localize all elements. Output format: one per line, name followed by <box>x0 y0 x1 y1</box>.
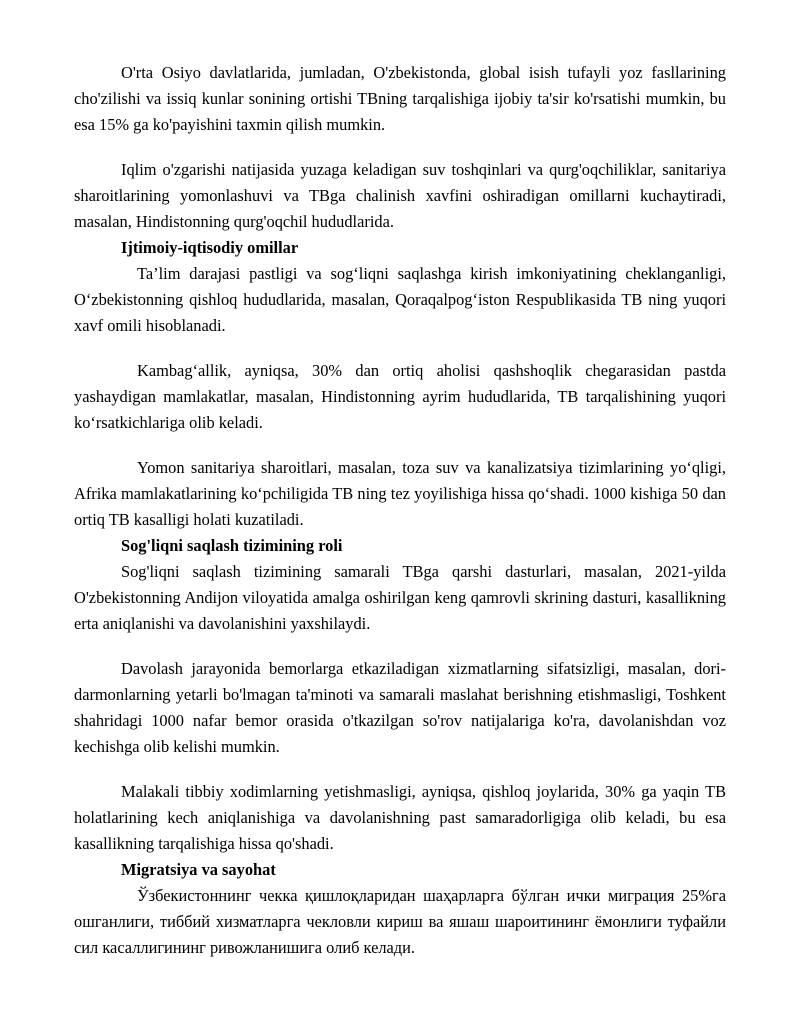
paragraph-migration: Ўзбекистоннинг чекка қишлоқларидан шаҳарларга бўлган ички миграция 25%га ошганлиги, тиббий хизматларга чекловли кириш ва яшаш шароитининг ёмонлиги туфайли сил касаллигининг ривожланишига олиб келади. <box>74 886 726 957</box>
paragraph-staff-shortage: Malakali tibbiy xodimlarning yetishmasligi, ayniqsa, qishloq joylarida, 30% ga yaqin TB holatlarining kech aniqlanishiga va davolanishning past samaradorligiga olib keladi, bu esa kasallikning tarqalishiga hissa qo'shadi. <box>74 782 726 853</box>
paragraph-poverty: Kambag‘allik, ayniqsa, 30% dan ortiq aholisi qashshoqlik chegarasidan pastda yashaydigan mamlakatlar, masalan, Hindistonning ayrim hududlarida, TB tarqalishining yuqori ko‘rsatkichlariga olib keladi. <box>74 361 726 432</box>
paragraph-climate-warming: O'rta Osiyo davlatlarida, jumladan, O'zbekistonda, global isish tufayli yoz fasllarining cho'zilishi va issiq kunlar sonining ortishi TBning tarqalishiga ijobiy ta'sir ko'rsatishi mumkin, bu esa 15% ga ko'payishini taxmin qilish mumkin. <box>74 63 726 134</box>
paragraph-climate-floods: Iqlim o'zgarishi natijasida yuzaga keladigan suv toshqinlari va qurg'oqchiliklar, sanitariya sharoitlarining yomonlashuvi va TBga chalinish xavfini oshiradigan omillarni kuchaytiradi, masalan, Hindistonning qurg'oqchil hududlarida. <box>74 160 726 231</box>
paragraph-education: Ta’lim darajasi pastligi va sog‘liqni saqlashga kirish imkoniyatining cheklanganligi, O‘zbekistonning qishloq hududlarida, masalan, Qoraqalpog‘iston Respublikasida TB ning yuqori xavf omili hisoblanadi. <box>74 264 726 335</box>
paragraph-treatment-quality: Davolash jarayonida bemorlarga etkaziladigan xizmatlarning sifatsizligi, masalan, dori-darmonlarning yetarli bo'lmagan ta'minoti va samarali maslahat berishning etishmasligi, Toshkent shahridagi 1000 nafar bemor orasida o'tkazilgan so'rov natijalariga ko'ra, davolanishdan voz kechishga olib kelishi mumkin. <box>74 659 726 756</box>
heading-migration: Migratsiya va sayohat <box>121 860 276 879</box>
heading-health-system: Sog'liqni saqlash tizimining roli <box>121 536 343 555</box>
paragraph-screening: Sog'liqni saqlash tizimining samarali TBga qarshi dasturlari, masalan, 2021-yilda O'zbekistonning Andijon viloyatida amalga oshirilgan keng qamrovli skrining dasturi, kasallikning erta aniqlanishi va davolanishini yaxshilaydi. <box>74 562 726 633</box>
document-page <box>74 60 726 961</box>
heading-socioeconomic: Ijtimoiy-iqtisodiy omillar <box>121 238 299 257</box>
paragraph-sanitation: Yomon sanitariya sharoitlari, masalan, toza suv va kanalizatsiya tizimlarining yo‘qligi, Afrika mamlakatlarining ko‘pchiligida TB ning tez yoyilishiga hissa qo‘shadi. 1000 kishiga 50 dan ortiq TB kasalligi holati kuzatiladi. <box>74 458 726 529</box>
